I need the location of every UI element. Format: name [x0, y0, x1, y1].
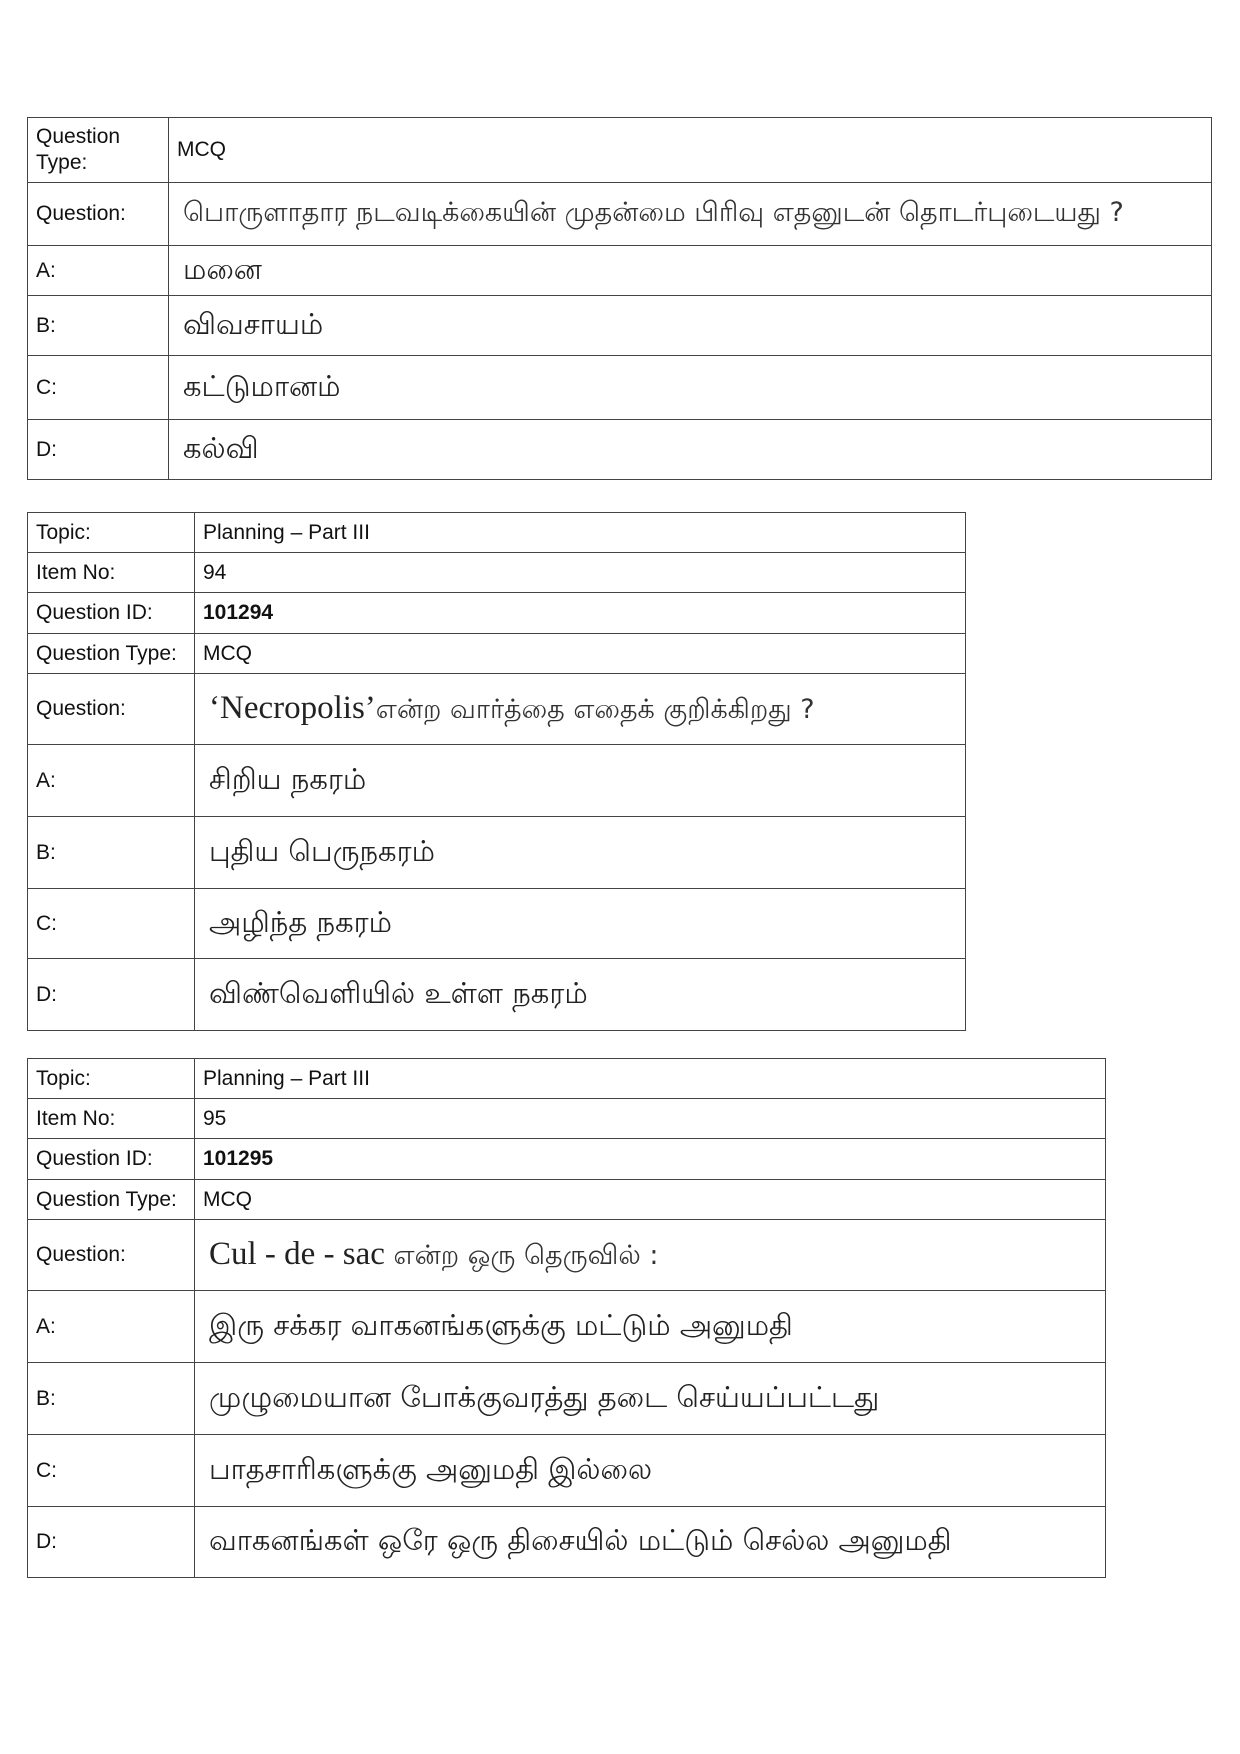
- question-term: ‘Necropolis’: [209, 689, 376, 726]
- question-text: [195, 674, 966, 745]
- question-type-value: MCQ: [195, 634, 966, 674]
- table-row: [28, 889, 966, 959]
- table-row: [28, 817, 966, 889]
- table-row: [28, 1180, 1106, 1220]
- table-row: [28, 1291, 1106, 1363]
- table-row: [28, 296, 1212, 356]
- item-no-label: Item No:: [28, 553, 195, 593]
- question-label: Question:: [28, 1220, 195, 1291]
- question-type-value: MCQ: [195, 1180, 1106, 1220]
- table-row: [28, 356, 1212, 420]
- option-text-b: முழுமையான போக்குவரத்து தடை செய்யப்பட்டது: [195, 1363, 1106, 1435]
- table-row: [28, 1363, 1106, 1435]
- option-text-a: இரு சக்கர வாகனங்களுக்கு மட்டும் அனுமதி: [195, 1291, 1106, 1363]
- table-row: [28, 1435, 1106, 1507]
- question-type-label: Question Type:: [28, 118, 169, 183]
- question-label: Question:: [28, 674, 195, 745]
- option-text-c: அழிந்த நகரம்: [195, 889, 966, 959]
- option-label-d: D:: [28, 1507, 195, 1578]
- question-type-label: Question Type:: [28, 634, 195, 674]
- option-text-a: மனை: [169, 246, 1212, 296]
- question-text: [195, 1220, 1106, 1291]
- option-text-d: வாகனங்கள் ஒரே ஒரு திசையில் மட்டும் செல்ல அனுமதி: [195, 1507, 1106, 1578]
- table-row: [28, 1507, 1106, 1578]
- option-label-a: A:: [28, 246, 169, 296]
- question-tamil: என்ற ஒரு தெருவில் :: [393, 1239, 659, 1271]
- option-text-c: கட்டுமானம்: [169, 356, 1212, 420]
- option-text-a: சிறிய நகரம்: [195, 745, 966, 817]
- table-row: [28, 1059, 1106, 1099]
- option-label-b: B:: [28, 296, 169, 356]
- table-row: [28, 745, 966, 817]
- option-text-b: விவசாயம்: [169, 296, 1212, 356]
- table-row: [28, 1220, 1106, 1291]
- table-row: [28, 118, 1212, 183]
- option-label-c: C:: [28, 889, 195, 959]
- table-row: [28, 634, 966, 674]
- option-text-c: பாதசாரிகளுக்கு அனுமதி இல்லை: [195, 1435, 1106, 1507]
- option-label-d: D:: [28, 959, 195, 1031]
- topic-label: Topic:: [28, 513, 195, 553]
- question-tamil: என்ற வார்த்தை எதைக் குறிக்கிறது ?: [375, 693, 815, 725]
- question-table-2: [27, 512, 966, 1031]
- table-row: [28, 183, 1212, 246]
- question-label: Question:: [28, 183, 169, 246]
- table-row: [28, 513, 966, 553]
- question-table-3: [27, 1058, 1106, 1578]
- option-label-c: C:: [28, 356, 169, 420]
- table-row: [28, 1139, 1106, 1180]
- option-label-a: A:: [28, 1291, 195, 1363]
- option-text-d: விண்வெளியில் உள்ள நகரம்: [195, 959, 966, 1031]
- table-row: [28, 246, 1212, 296]
- question-type-value: MCQ: [169, 118, 1212, 183]
- question-text: பொருளாதார நடவடிக்கையின் முதன்மை பிரிவு எதனுடன் தொடர்புடையது ?: [169, 183, 1212, 246]
- question-type-label: Question Type:: [28, 1180, 195, 1220]
- item-no-label: Item No:: [28, 1099, 195, 1139]
- topic-value: Planning – Part III: [195, 1059, 1106, 1099]
- option-label-b: B:: [28, 817, 195, 889]
- option-text-b: புதிய பெருநகரம்: [195, 817, 966, 889]
- table-row: [28, 420, 1212, 480]
- item-no-value: 95: [195, 1099, 1106, 1139]
- question-term: Cul - de - sac: [209, 1235, 385, 1272]
- item-no-value: 94: [195, 553, 966, 593]
- question-id-value: 101294: [195, 593, 966, 634]
- table-row: [28, 553, 966, 593]
- table-row: [28, 959, 966, 1031]
- table-row: [28, 674, 966, 745]
- question-id-label: Question ID:: [28, 1139, 195, 1180]
- option-label-d: D:: [28, 420, 169, 480]
- table-row: [28, 593, 966, 634]
- question-id-label: Question ID:: [28, 593, 195, 634]
- option-text-d: கல்வி: [169, 420, 1212, 480]
- topic-value: Planning – Part III: [195, 513, 966, 553]
- option-label-a: A:: [28, 745, 195, 817]
- option-label-c: C:: [28, 1435, 195, 1507]
- question-id-value: 101295: [195, 1139, 1106, 1180]
- question-table-1: [27, 117, 1212, 480]
- table-row: [28, 1099, 1106, 1139]
- option-label-b: B:: [28, 1363, 195, 1435]
- topic-label: Topic:: [28, 1059, 195, 1099]
